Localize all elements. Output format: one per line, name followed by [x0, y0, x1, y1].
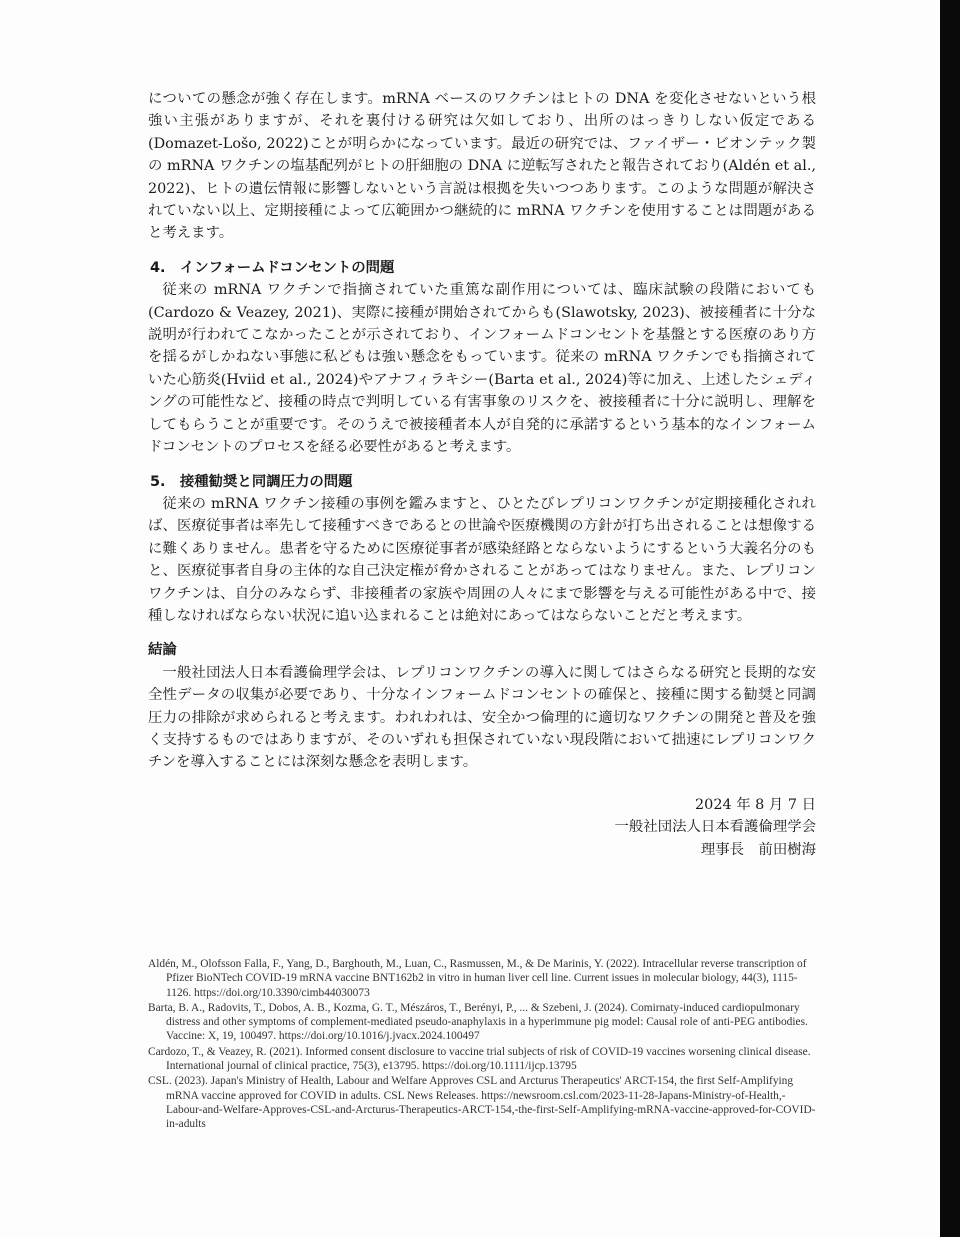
- section-5-body: 従来の mRNA ワクチン接種の事例を鑑みますと、ひとたびレプリコンワクチンが定期接種化されれば、医療従事者は率先して接種すべきであるとの世論や医療機関の方針が打ち出されることは想像するに難くありません。患者を守るために医療従事者が感染経路とならないようにするという大義名分のもと、医療従事者自身の主体的な自己決定権が脅かされることがあってはなりません。また、レプリコンワクチンは、自分のみならず、非接種者の家族や周囲の人々にまで影響を与える可能性がある中で、接種しなければならない状況に追い込まれることは絶対にあってはならないことだと考えます。: [148, 495, 816, 624]
- reference-item: Barta, B. A., Radovits, T., Dobos, A. B., Kozma, G. T., Mészáros, T., Berényi, P., ... & Szebeni, J. (2024). Comirnaty-induced cardiopulmonary distress and other symptoms of complement-mediated pseudo-anaphylaxis in a hyperimmune pig model: Causal role of anti-PEG antibodies. Vaccine: X, 19, 100497. https://doi.org/10.1016/j.jvacx.2024.100497: [148, 1001, 808, 1043]
- section-5-heading: 5. 接種勧奨と同調圧力の問題: [150, 473, 353, 490]
- section-4-heading: 4. インフォームドコンセントの問題: [150, 259, 395, 276]
- reference-item: CSL. (2023). Japan's Ministry of Health, Labour and Welfare Approves CSL and Arcturus Therapeutics' ARCT-154, the first Self-Amplifying mRNA vaccine approved for COVID in adults. CSL News Releases. https://newsroom.csl.com/2023-11-28-Japans-Ministry-of-Health,-Labour-and-Welfare-Approves-CSL-and-Arcturus-Therapeutics-ARCT-154,-the-first-Self-Amplifying-mRNA-vaccine-approved-for-COVID-in-adults: [148, 1075, 816, 1131]
- spacer: [148, 245, 816, 257]
- intro-paragraph: についての懸念が強く存在します。mRNA ベースのワクチンはヒトの DNA を変化させないという根強い主張がありますが、それを裏付ける研究は欠如しており、出所のはっきりしない仮定である(Domazet-Lošo, 2022)ことが明らかになっています。最近の研究では、ファイザー・ビオンテック製の mRNA ワクチンの塩基配列がヒトの肝細胞の DNA に逆転写されたと報告されており(Aldén et al., 2022)、ヒトの遺伝情報に影響しないという言説は根拠を失いつつあります。このような問題が解決されていない以上、定期接種によって広範囲かつ継続的に mRNA ワクチンを使用することは問題があると考えます。: [148, 91, 816, 242]
- reference-item: Aldén, M., Olofsson Falla, F., Yang, D., Barghouth, M., Luan, C., Rasmussen, M., & De Marinis, Y. (2022). Intracellular reverse transcription of Pfizer BioNTech COVID-19 mRNA vaccine BNT162b2 in vitro in human liver cell line. Current issues in molecular biology, 44(3), 1115-1126. https://doi.org/10.3390/cimb44030073: [148, 958, 807, 999]
- signature-chair: 理事長 前田樹海: [700, 841, 816, 858]
- conclusion-heading: 結論: [148, 642, 177, 659]
- section-4-body: 従来の mRNA ワクチンで指摘されていた重篤な副作用については、臨床試験の段階においても(Cardozo & Veazey, 2021)、実際に接種が開始されてからも(Slawotsky, 2023)、被接種者に十分な説明が行われてこなかったことが示されており、インフォームドコンセントを基盤とする医療のあり方を揺るがしかねない事態に私どもは強い懸念をもっています。従来の mRNA ワクチンでも指摘されていた心筋炎(Hviid et al., 2024)やアナフィラキシー(Barta et al., 2024)等に加え、上述したシェディングの可能性など、接種の時点で判明している有害事象のリスクを、被接種者に十分に説明し、理解をしてもらうことが重要です。そのうえで被接種者本人が自発的に承諾するという基本的なインフォームドコンセントのプロセスを経る必要性があると考えます。: [148, 282, 816, 456]
- document-body: [148, 88, 816, 861]
- viewer-edge: [940, 0, 960, 1237]
- spacer: [148, 459, 816, 471]
- signature-organization: 一般社団法人日本看護倫理学会: [614, 819, 816, 836]
- conclusion-body: 一般社団法人日本看護倫理学会は、レプリコンワクチンの導入に関してはさらなる研究と長期的な安全性データの収集が必要であり、十分なインフォームドコンセントの確保と、接種に関する勧奨と同調圧力の排除が求められると考えます。われわれは、安全かつ倫理的に適切なワクチンの開発と普及を強く支持するものではありますが、そのいずれも担保されていない現段階において拙速にレプリコンワクチンを導入することには深刻な懸念を表明します。: [148, 664, 816, 771]
- signature-date: 2024 年 8 月 7 日: [695, 796, 816, 813]
- reference-list: [148, 957, 818, 1133]
- reference-item: Cardozo, T., & Veazey, R. (2021). Informed consent disclosure to vaccine trial subjects of risk of COVID-19 vaccines worsening clinical disease. International journal of clinical practice, 75(3), e13795. https://doi.org/10.1111/ijcp.13795: [148, 1045, 811, 1073]
- spacer: [148, 774, 816, 794]
- spacer: [148, 627, 816, 639]
